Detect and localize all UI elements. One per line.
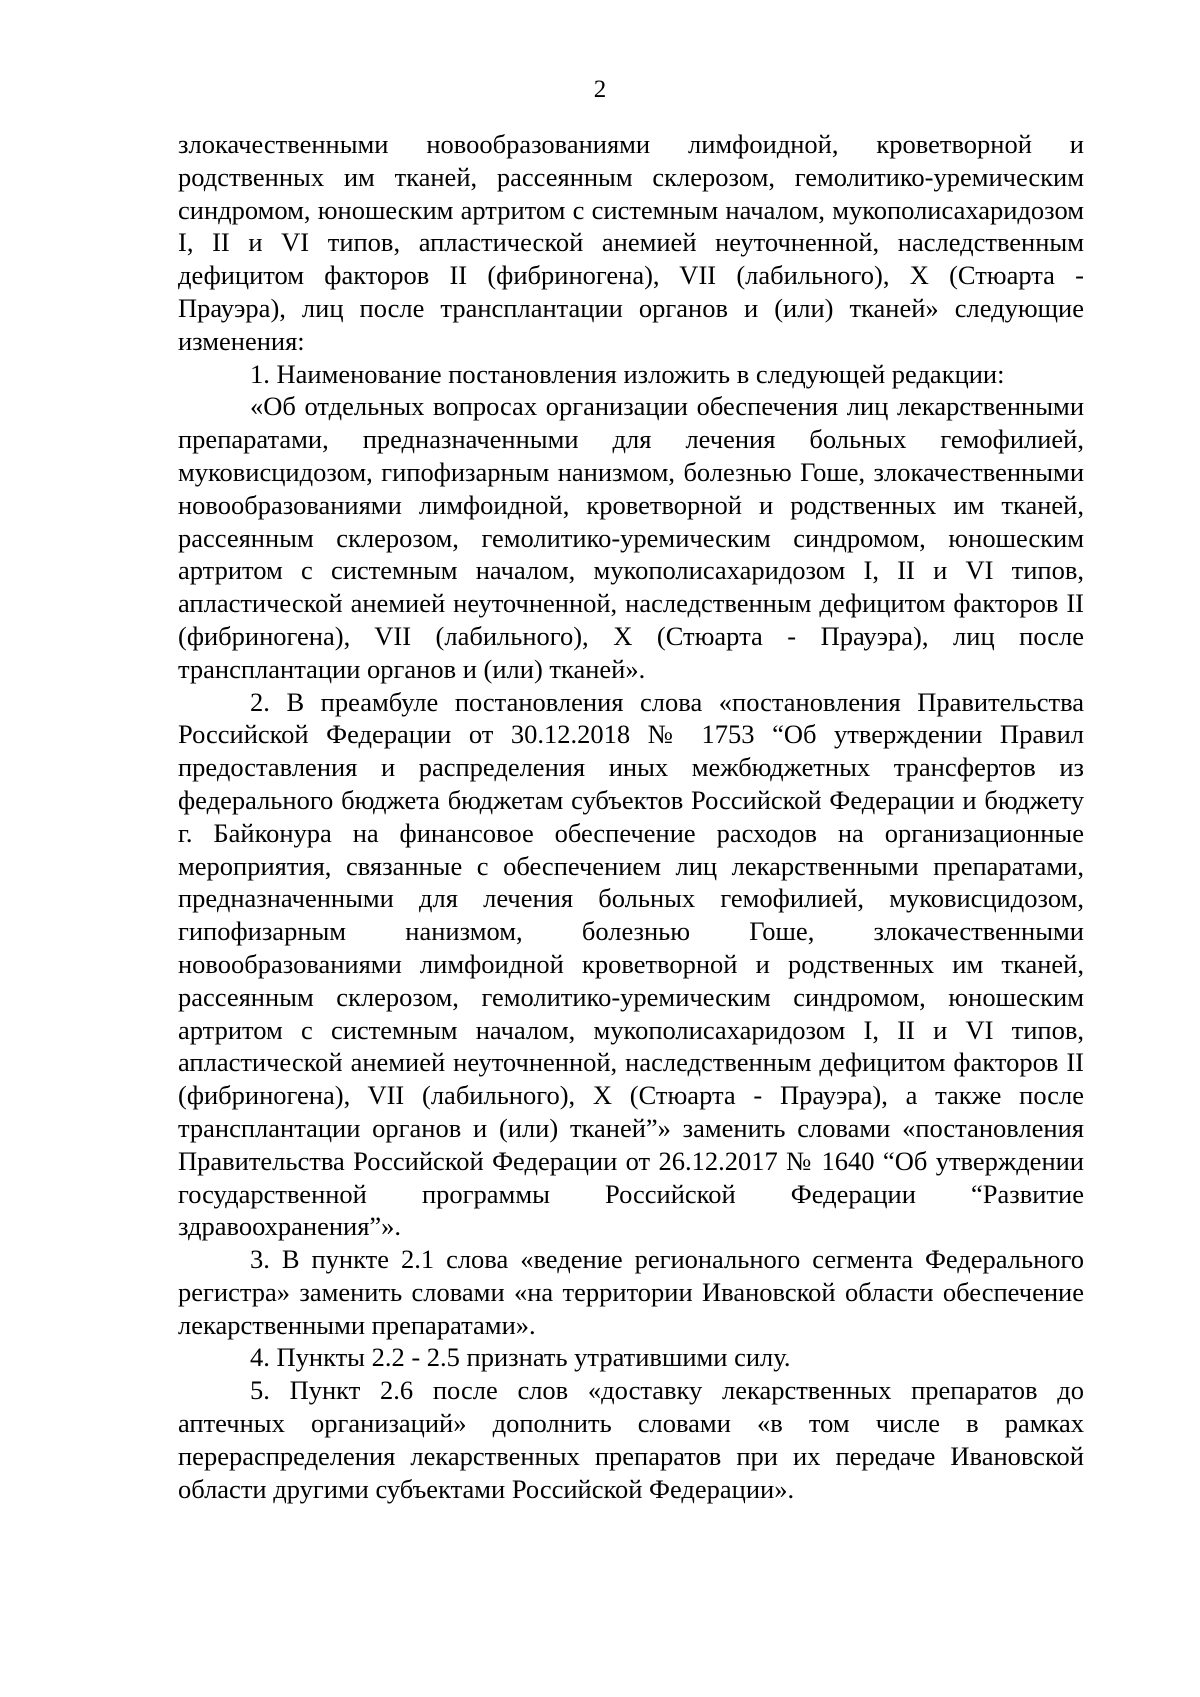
paragraph-item-5: 5. Пункт 2.6 после слов «доставку лекарственных препаратов до аптечных организаций» дополнить словами «в том числе в рамках перераспределения лекарственных препаратов при их передаче Ивановской области другими субъектами Российской Федерации». xyxy=(178,1375,1084,1504)
paragraph-item-4: 4. Пункты 2.2 - 2.5 признать утратившими силу. xyxy=(250,1342,791,1373)
paragraph-item-1: 1. Наименование постановления изложить в следующей редакции: xyxy=(250,358,1005,389)
page-number: 2 xyxy=(593,76,607,103)
paragraph-item-2: 2. В преамбуле постановления слова «постановления Правительства Российской Федерации от 30.12.2018 № 1753 “Об утверждении Правил предоставления и распределения иных межбюджетных трансфертов из федерального бюджета бюджетам субъектов Российской Федерации и бюджету г. Байконура на финансовое обеспечение расходов на организационные мероприятия, связанные с обеспечением лиц лекарственными препаратами, предназначенными для лечения больных гемофилией, муковисцидозом, гипофизарным нанизмом, болезнью Гоше, злокачественными новообразованиями лимфоидной кроветворной и родственных им тканей, рассеянным склерозом, гемолитико-уремическим синдромом, юношеским артритом с системным началом, мукополисахаридозом I, II и VI типов, апластической анемией неуточненной, наследственным дефицитом факторов II (фибриногена), VII (лабильного), X (Стюарта - Прауэра), а также после трансплантации органов и (или) тканей”» заменить словами «постановления Правительства Российской Федерации от 26.12.2017 № 1640 “Об утверждении государственной программы Российской Федерации “Развитие здравоохранения”». xyxy=(178,686,1084,1242)
document-body xyxy=(178,128,1084,1505)
paragraph-item-3: 3. В пункте 2.1 слова «ведение регионального сегмента Федерального регистра» заменить словами «на территории Ивановской области обеспечение лекарственными препаратами». xyxy=(178,1244,1084,1340)
paragraph-new-title: «Об отдельных вопросах организации обеспечения лиц лекарственными препаратами, предназначенными для лечения больных гемофилией, муковисцидозом, гипофизарным нанизмом, болезнью Гоше, злокачественными новообразованиями лимфоидной, кроветворной и родственных им тканей, рассеянным склерозом, гемолитико-уремическим синдромом, юношеским артритом с системным началом, мукополисахаридозом I, II и VI типов, апластической анемией неуточненной, наследственным дефицитом факторов II (фибриногена), VII (лабильного), X (Стюарта - Прауэра), лиц после трансплантации органов и (или) тканей». xyxy=(178,391,1084,684)
paragraph-continuation: злокачественными новообразованиями лимфоидной, кроветворной и родственных им тканей, рассеянным склерозом, гемолитико-уремическим синдромом, юношеским артритом с системным началом, мукополисахаридозом I, II и VI типов, апластической анемией неуточненной, наследственным дефицитом факторов II (фибриногена), VII (лабильного), X (Стюарта - Прауэра), лиц после трансплантации органов и (или) тканей» следующие изменения: xyxy=(178,129,1084,356)
